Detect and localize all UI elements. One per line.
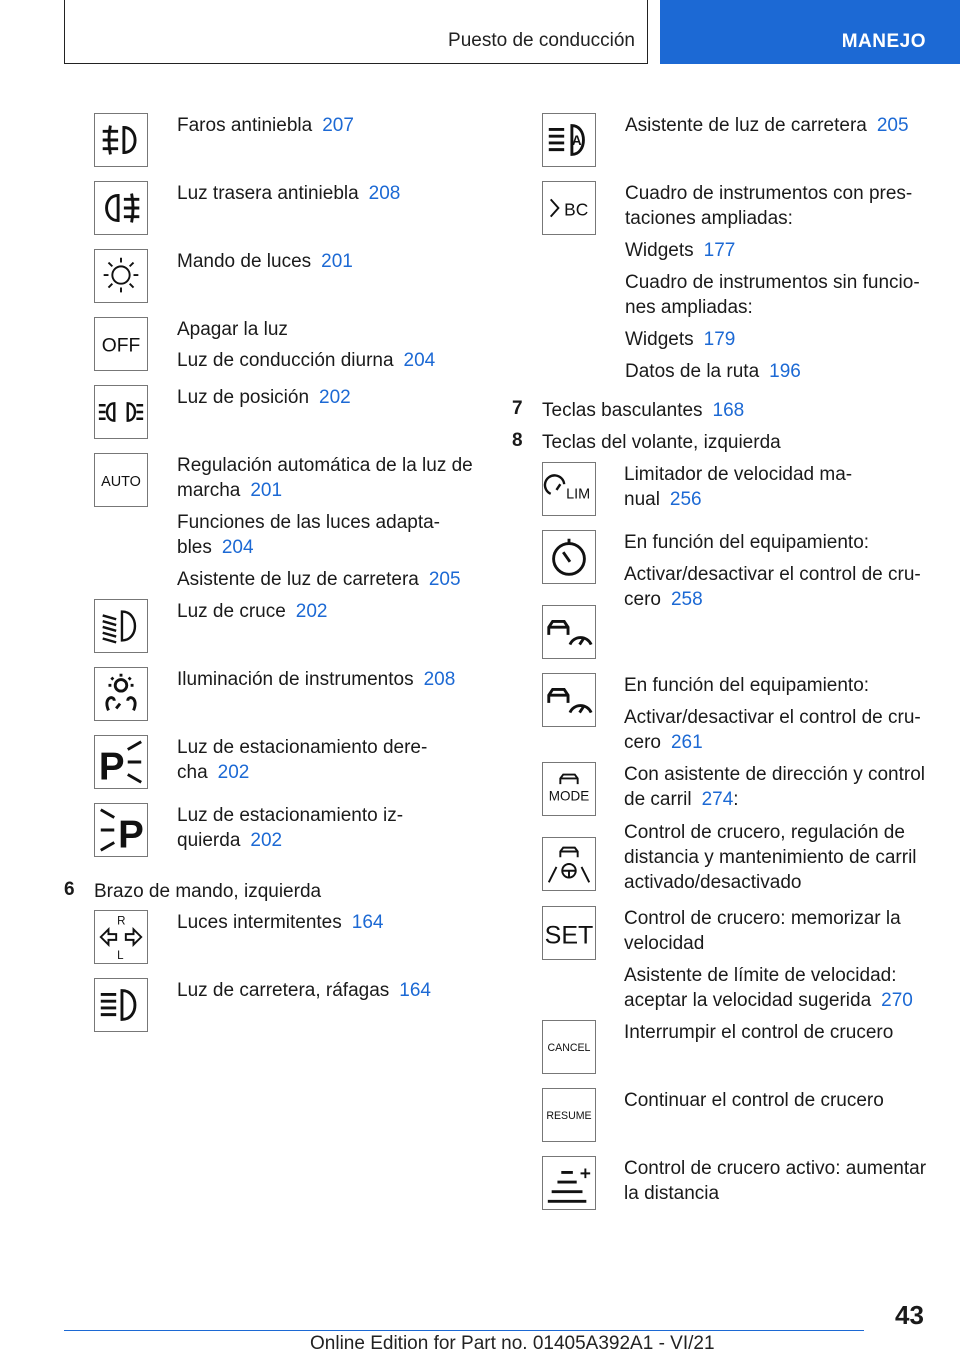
mode-label-2: de carril 274: [624,789,739,810]
high-beam-label: Luz de carretera, ráfagas 164 [177,980,431,1001]
acc-icon [542,673,596,727]
page-ref-link[interactable]: 201 [321,251,353,272]
page-ref-link[interactable]: 202 [319,387,351,408]
lane-label-1: Control de crucero, regulación de [624,822,905,843]
cancel-label: Interrumpir el control de crucero [624,1022,894,1043]
svg-text:CANCEL: CANCEL [547,1041,591,1054]
chapter-title: Puesto de conducción [448,30,635,51]
page-ref-link[interactable]: 164 [351,912,384,933]
set-label-3: Asistente de límite de velocidad: [624,965,897,986]
position-light-icon [94,385,148,439]
page-ref-link[interactable]: 208 [368,183,401,204]
page-ref-link[interactable]: 204 [403,350,436,371]
mode-icon [542,762,596,816]
mode-label-1: Con asistente de dirección y control [624,764,925,785]
page-ref-link[interactable]: 205 [428,569,461,590]
section-title: Brazo de mando, izquierda [94,881,322,902]
resume-label: Continuar el control de crucero [624,1090,884,1111]
bc-label-2: taciones ampliadas: [625,208,793,229]
svg-text:P: P [98,745,125,788]
cruise1-label-3: cero 258 [624,589,703,610]
distance-label-2: la distancia [624,1183,720,1204]
high-beam-icon [94,978,148,1032]
page-ref-link[interactable]: 201 [250,480,283,501]
page-ref-link[interactable]: 179 [703,329,736,350]
daytime-light-label: Luz de conducción diurna 204 [177,350,436,371]
svg-text:P: P [118,813,144,856]
resume-icon [542,1088,596,1142]
high-beam-assist-right-label: Asistente de luz de carretera 205 [625,115,909,136]
high-beam-assist-label: Asistente de luz de carretera 205 [177,569,461,590]
light-switch-icon [94,249,148,303]
section-tab-label: MANEJO [841,31,926,52]
parking-left-label: Luz de estacionamiento iz- [177,805,404,826]
svg-text:BC: BC [564,199,589,220]
page-ref-link[interactable]: 270 [881,990,913,1011]
set-label-2: velocidad [624,933,705,954]
lane-label-3: activado/desactivado [624,872,802,893]
page-ref-link[interactable]: 258 [670,589,703,610]
light-switch-label: Mando de luces 201 [177,251,353,272]
page-ref-link[interactable]: 202 [295,601,328,622]
page-ref-link[interactable]: 208 [423,669,456,690]
page-ref-link[interactable]: 164 [399,980,431,1001]
bc-label-1: Cuadro de instrumentos con pres- [625,183,913,204]
lane-keeping-icon [542,837,596,891]
page-ref-link[interactable]: 204 [221,537,254,558]
page-ref-link[interactable]: 196 [769,361,801,382]
off-icon [94,317,148,371]
section-tab[interactable] [660,0,960,64]
page-ref-link[interactable]: 202 [250,830,283,851]
parking-left-label-cont: quierda 202 [177,830,283,851]
page-ref-link[interactable]: 256 [669,489,702,510]
svg-text:AUTO: AUTO [101,473,141,490]
turn-signal-label: Luces intermitentes 164 [177,912,384,933]
widgets-1: Widgets 177 [625,240,736,261]
svg-text:OFF: OFF [101,335,141,357]
set-icon [542,906,596,960]
page-ref-link[interactable]: 168 [712,400,745,421]
svg-text:MODE: MODE [548,788,590,804]
auto-icon [94,453,148,507]
page-ref-link[interactable]: 207 [322,115,354,136]
footer-divider [64,1330,864,1331]
cruise2-label-2: Activar/desactivar el control de cru- [624,707,921,728]
bc-label-3: Cuadro de instrumentos sin funcio- [625,272,920,293]
cruise2-label-1: En función del equipamiento: [624,675,870,696]
page-number: 43 [895,1300,924,1330]
cruise1-label-2: Activar/desactivar el control de cru- [624,564,921,585]
svg-text:LIM: LIM [566,486,591,503]
bc-label-4: nes ampliadas: [625,297,753,318]
parking-right-label-cont: cha 202 [177,762,250,783]
cruise-control-icon [542,530,596,584]
footer-edition: Online Edition for Part no. 01405A392A1 - VI/21 [310,1333,715,1354]
high-beam-assist-icon [542,113,596,167]
svg-text:A: A [571,132,582,148]
svg-text:R: R [117,915,126,928]
fog-light-label: Faros antiniebla 207 [177,115,354,136]
page-ref-link[interactable]: 205 [876,115,909,136]
low-beam-icon [94,599,148,653]
section-number: 6 [64,879,75,900]
instrument-lighting-icon [94,667,148,721]
cancel-icon [542,1020,596,1074]
set-label-1: Control de crucero: memorizar la [624,908,901,929]
off-label: Apagar la luz [177,319,288,340]
trip-data: Datos de la ruta 196 [625,361,801,382]
parking-light-left-icon [94,803,148,857]
speed-limiter-label-1: Limitador de velocidad ma- [624,464,853,485]
distance-plus-icon [542,1156,596,1210]
rear-fog-light-icon [94,181,148,235]
cruise-control-distance-icon [542,605,596,659]
page-ref-link[interactable]: 274 [701,789,734,810]
auto-light-label: Regulación automática de la luz de [177,455,473,476]
section-number: 7 [512,398,523,419]
fog-light-icon [94,113,148,167]
distance-label-1: Control de crucero activo: aumentar [624,1158,927,1179]
page-ref-link[interactable]: 261 [670,732,703,753]
low-beam-label: Luz de cruce 202 [177,601,328,622]
position-light-label: Luz de posición 202 [177,387,351,408]
parking-light-right-icon [94,735,148,789]
parking-right-label: Luz de estacionamiento dere- [177,737,428,758]
rear-fog-light-label: Luz trasera antiniebla 208 [177,183,401,204]
page-ref-link[interactable]: 202 [217,762,250,783]
cruise1-label-1: En función del equipamiento: [624,532,870,553]
instrument-lighting-label: Iluminación de instrumentos 208 [177,669,456,690]
lane-label-2: distancia y mantenimiento de carril [624,847,917,868]
turn-signal-icon [94,910,148,964]
widgets-2: Widgets 179 [625,329,736,350]
auto-light-label-cont: marcha 201 [177,480,283,501]
section-title: Teclas del volante, izquierda [542,432,781,453]
adaptive-light-label-cont: bles 204 [177,537,254,558]
set-label-4: aceptar la velocidad sugerida 270 [624,990,913,1011]
bc-icon [542,181,596,235]
cruise2-label-3: cero 261 [624,732,703,753]
svg-text:SET: SET [544,921,594,950]
svg-text:RESUME: RESUME [546,1109,592,1122]
speed-limiter-icon [542,462,596,516]
speed-limiter-label-2: nual 256 [624,489,702,510]
adaptive-light-label: Funciones de las luces adapta- [177,512,440,533]
section-title: Teclas basculantes 168 [542,400,745,421]
page-ref-link[interactable]: 177 [703,240,736,261]
header-frame [64,0,648,64]
svg-text:L: L [117,950,124,963]
section-number: 8 [512,430,523,451]
